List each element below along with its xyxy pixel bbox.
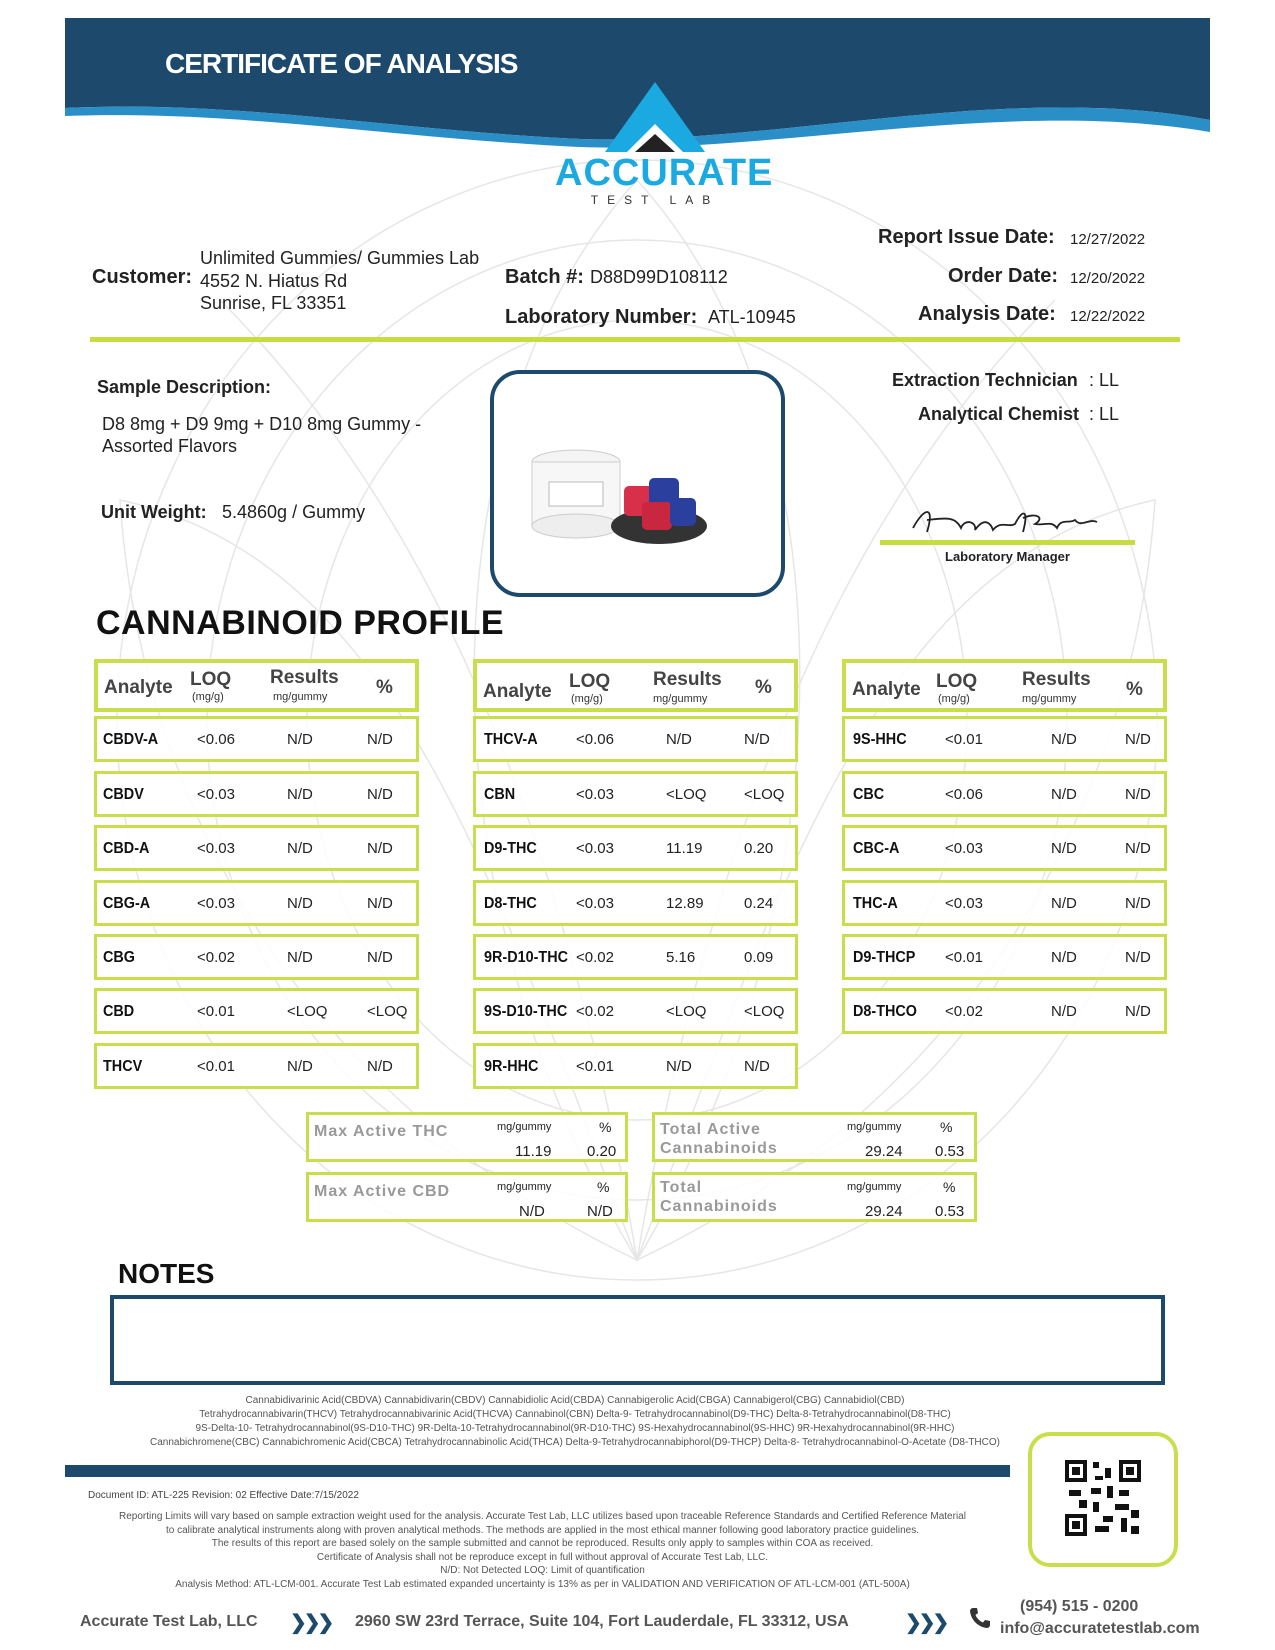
unit-pct: % <box>943 1179 956 1195</box>
total-active-pct: 0.53 <box>935 1143 965 1160</box>
analyte-name: 9S-D10-THC <box>484 1003 568 1020</box>
result-mg: N/D <box>287 731 313 748</box>
table-header-3 <box>842 659 1167 712</box>
document-title: CERTIFICATE OF ANALYSIS <box>165 48 518 79</box>
result-pct: N/D <box>1125 840 1151 857</box>
result-pct: N/D <box>744 1058 770 1075</box>
result-pct: N/D <box>1125 1003 1151 1020</box>
header-loq-unit: (mg/g) <box>938 693 970 705</box>
table-row <box>842 880 1167 926</box>
header-loq: LOQ <box>936 671 978 692</box>
unit-pct: % <box>940 1119 953 1135</box>
total-active-label-1: Total Active <box>660 1121 761 1138</box>
divider <box>90 337 1180 342</box>
signature <box>905 498 1105 543</box>
unit-mg: mg/gummy <box>497 1121 552 1133</box>
notes-box <box>110 1295 1165 1385</box>
footer-bar <box>65 1465 1010 1477</box>
disclaimer <box>70 1510 1015 1591</box>
header-loq: LOQ <box>569 671 611 692</box>
max-active-cbd-box <box>306 1172 628 1222</box>
abbreviation-legend <box>70 1394 1080 1450</box>
result-mg: <LOQ <box>666 1003 707 1020</box>
disclaimer-line: Certificate of Analysis shall not be reproduce except in full without approval of Accurate Test Lab, LLC. <box>316 1551 769 1563</box>
analyte-name: CBG <box>103 949 136 966</box>
analyte-name: CBDV-A <box>103 731 159 748</box>
analyte-name: THCV-A <box>484 731 538 748</box>
header-results: Results <box>270 667 339 688</box>
result-mg: N/D <box>287 786 313 803</box>
loq-value: <0.03 <box>197 786 235 803</box>
result-mg: N/D <box>1051 1003 1077 1020</box>
footer-company: Accurate Test Lab, LLC <box>80 1613 258 1630</box>
header-results-unit: mg/gummy <box>653 693 708 705</box>
result-mg: N/D <box>666 1058 692 1075</box>
table-row <box>473 825 798 871</box>
result-pct: N/D <box>367 1058 393 1075</box>
analyte-name: CBC-A <box>853 840 900 857</box>
disclaimer-line: N/D: Not Detected LOQ: Limit of quantification <box>440 1565 645 1576</box>
loq-value: <0.03 <box>576 786 614 803</box>
result-mg: N/D <box>1051 949 1077 966</box>
analyte-name: D9-THC <box>484 840 537 857</box>
sample-description-line2: Assorted Flavors <box>102 436 238 456</box>
customer-label: Customer: <box>92 266 193 288</box>
result-pct: N/D <box>367 840 393 857</box>
max-active-thc-mg: 11.19 <box>515 1143 552 1160</box>
header-pct: % <box>376 677 393 698</box>
result-mg: N/D <box>1051 895 1077 912</box>
footer-email[interactable]: info@accuratetestlab.com <box>1000 1620 1200 1637</box>
result-pct: N/D <box>744 731 770 748</box>
analyte-name: 9R-D10-THC <box>484 949 569 966</box>
analytical-chemist: : LL <box>1089 404 1120 424</box>
header-loq-unit: (mg/g) <box>192 691 224 703</box>
loq-value: <0.02 <box>576 1003 614 1020</box>
table-row <box>473 771 798 817</box>
total-label-2: Cannabinoids <box>660 1198 778 1215</box>
table-row <box>842 716 1167 762</box>
table-row <box>842 771 1167 817</box>
total-active-cannabinoids-box <box>652 1112 977 1162</box>
header-loq-unit: (mg/g) <box>571 693 603 705</box>
result-mg: 12.89 <box>666 895 704 912</box>
loq-value: <0.01 <box>945 731 983 748</box>
analysis-date: 12/22/2022 <box>1070 308 1146 325</box>
loq-value: <0.06 <box>945 786 983 803</box>
unit-weight-label: Unit Weight: <box>101 502 207 522</box>
table-row <box>473 716 798 762</box>
loq-value: <0.06 <box>576 731 614 748</box>
legend-line: 9S-Delta-10- Tetrahydrocannabinol(9S-D10-THC) 9R-Delta-10-Tetrahydrocannabinol(9R-D10-THC) 9S-Hexahydrocannabinol(9S-HHC) 9R-Hexahydrocannabinol(9R-HHC) <box>195 1423 955 1434</box>
analyte-name: CBN <box>484 786 516 803</box>
extraction-technician-label: Extraction Technician <box>892 370 1078 390</box>
issue-date: 12/27/2022 <box>1070 231 1146 248</box>
result-pct: <LOQ <box>744 1003 785 1020</box>
analyte-name: D8-THCO <box>853 1003 917 1020</box>
header-results-unit: mg/gummy <box>1022 693 1077 705</box>
loq-value: <0.02 <box>576 949 614 966</box>
legend-line: Tetrahydrocannabivarin(THCV) Tetrahydrocannabivarinic Acid(THCVA) Cannabinol(CBN) Delta-9- Tetrahydrocannabinol(D9-THC) Delta-8-Tetrahydrocannabinol(D8-THC) <box>199 1409 951 1420</box>
manager-title: Laboratory Manager <box>945 549 1070 564</box>
result-mg: N/D <box>287 840 313 857</box>
analyte-name: CBG-A <box>103 895 151 912</box>
result-pct: <LOQ <box>367 1003 408 1020</box>
result-mg: N/D <box>1051 731 1077 748</box>
result-mg: N/D <box>1051 786 1077 803</box>
footer-address: 2960 SW 23rd Terrace, Suite 104, Fort Lauderdale, FL 33312, USA <box>355 1613 849 1630</box>
result-mg: <LOQ <box>287 1003 328 1020</box>
header-pct: % <box>1126 679 1143 700</box>
total-active-mg: 29.24 <box>865 1143 903 1160</box>
max-active-cbd-mg: N/D <box>519 1203 545 1220</box>
customer-city: Sunrise, FL 33351 <box>200 293 347 313</box>
result-pct: N/D <box>367 786 393 803</box>
header-pct: % <box>755 677 772 698</box>
loq-value: <0.01 <box>197 1003 235 1020</box>
sample-photo-frame <box>490 370 785 597</box>
analyte-name: THCV <box>103 1058 143 1075</box>
table-row <box>473 880 798 926</box>
analyte-name: CBC <box>853 786 885 803</box>
total-mg: 29.24 <box>865 1203 903 1220</box>
customer-address: 4552 N. Hiatus Rd <box>200 271 348 291</box>
order-date: 12/20/2022 <box>1070 270 1146 287</box>
analytical-chemist-label: Analytical Chemist <box>918 404 1080 424</box>
result-mg: <LOQ <box>666 786 707 803</box>
analyte-name: CBD <box>103 1003 135 1020</box>
max-active-cbd-label: Max Active CBD <box>314 1183 451 1200</box>
signature-line <box>880 540 1135 545</box>
table-row <box>842 825 1167 871</box>
extraction-technician: : LL <box>1089 370 1120 390</box>
table-row <box>473 934 798 980</box>
result-pct: N/D <box>367 895 393 912</box>
header-results-unit: mg/gummy <box>273 691 328 703</box>
header-analyte: Analyte <box>483 681 552 702</box>
table-row <box>94 934 419 980</box>
result-mg: N/D <box>666 731 692 748</box>
footer-phone[interactable]: (954) 515 - 0200 <box>1020 1598 1139 1615</box>
notes-title: NOTES <box>118 1258 215 1289</box>
max-active-cbd-pct: N/D <box>587 1203 613 1220</box>
logo-wordmark: ACCURATE <box>555 152 774 194</box>
header-analyte: Analyte <box>104 677 173 698</box>
lab-number-label: Laboratory Number: <box>505 306 698 328</box>
unit-pct: % <box>599 1119 612 1135</box>
legend-line: Cannabidivarinic Acid(CBDVA) Cannabidivarin(CBDV) Cannabidiolic Acid(CBDA) Cannabigerolic Acid(CBGA) Cannabigerol(CBG) Cannabidiol(CBD) <box>245 1395 905 1406</box>
result-pct: 0.20 <box>744 840 774 857</box>
qr-code-frame[interactable] <box>1028 1432 1178 1567</box>
order-date-label: Order Date: <box>948 265 1059 287</box>
result-mg: 11.19 <box>666 840 703 857</box>
analyte-name: CBDV <box>103 786 144 803</box>
total-cannabinoids-box <box>652 1172 977 1222</box>
disclaimer-line: to calibrate analytical instruments along with proven analytical methods. The methods are applied in the most ethical manner following good laboratory practice guidelines. <box>165 1524 919 1536</box>
batch-label: Batch #: <box>505 266 584 288</box>
sample-photo <box>494 374 781 593</box>
loq-value: <0.01 <box>945 949 983 966</box>
total-pct: 0.53 <box>935 1203 965 1220</box>
unit-mg: mg/gummy <box>847 1181 902 1193</box>
table-header-2 <box>473 659 798 712</box>
disclaimer-line: Analysis Method: ATL-LCM-001. Accurate Test Lab estimated expanded uncertainty is 13% as per in VALIDATION AND VERIFICATION OF ATL-LCM-001 (ATL-500A) <box>175 1578 910 1590</box>
loq-value: <0.03 <box>576 840 614 857</box>
loq-value: <0.02 <box>945 1003 983 1020</box>
analysis-date-label: Analysis Date: <box>918 303 1056 325</box>
header-results: Results <box>653 669 722 690</box>
unit-pct: % <box>597 1179 610 1195</box>
loq-value: <0.06 <box>197 731 235 748</box>
total-label-1: Total <box>660 1179 703 1196</box>
table-row <box>94 716 419 762</box>
unit-weight: 5.4860g / Gummy <box>222 502 366 522</box>
total-active-label-2: Cannabinoids <box>660 1140 778 1157</box>
loq-value: <0.01 <box>576 1058 614 1075</box>
logo-subtitle: TEST LAB <box>590 193 720 207</box>
legend-line: Cannabichromene(CBC) Cannabichromenic Acid(CBCA) Tetrahydrocannabinolic Acid(THCA) Delta-9-Tetrahydrocannabiphorol(D9-THCP) Delta-8- Tetrahydrocannabinol-O-Acetate (D8-THCO) <box>150 1437 1000 1448</box>
result-pct: N/D <box>1125 786 1151 803</box>
result-pct: N/D <box>367 949 393 966</box>
loq-value: <0.03 <box>197 895 235 912</box>
max-active-thc-pct: 0.20 <box>587 1143 617 1160</box>
result-pct: <LOQ <box>744 786 785 803</box>
table-row <box>94 880 419 926</box>
analyte-name: THC-A <box>853 895 898 912</box>
header-analyte: Analyte <box>852 679 921 700</box>
table-row <box>473 988 798 1034</box>
qr-code-icon[interactable] <box>1065 1460 1141 1536</box>
loq-value: <0.03 <box>576 895 614 912</box>
disclaimer-line: Reporting Limits will vary based on sample extraction weight used for the analysis. Accurate Test Lab, LLC utilizes based upon traceable Reference Standards and Certified Reference Material <box>119 1511 966 1522</box>
table-row <box>473 1043 798 1089</box>
result-mg: N/D <box>287 895 313 912</box>
phone-icon <box>968 1606 992 1630</box>
chevrons-right-icon: ❯❯❯ <box>905 1612 947 1634</box>
table-row <box>842 934 1167 980</box>
result-pct: N/D <box>1125 731 1151 748</box>
loq-value: <0.03 <box>197 840 235 857</box>
result-mg: N/D <box>287 1058 313 1075</box>
analyte-name: CBD-A <box>103 840 150 857</box>
result-pct: N/D <box>1125 949 1151 966</box>
chevrons-right-icon: ❯❯❯ <box>290 1612 332 1634</box>
result-pct: N/D <box>367 731 393 748</box>
unit-mg: mg/gummy <box>497 1181 552 1193</box>
header-loq: LOQ <box>190 669 232 690</box>
result-mg: N/D <box>1051 840 1077 857</box>
batch-number: D88D99D108112 <box>590 267 728 287</box>
result-mg: N/D <box>287 949 313 966</box>
analyte-name: 9S-HHC <box>853 731 907 748</box>
analyte-name: 9R-HHC <box>484 1058 539 1075</box>
document-info: Document ID: ATL-225 Revision: 02 Effective Date:7/15/2022 <box>88 1490 359 1501</box>
unit-mg: mg/gummy <box>847 1121 902 1133</box>
sample-description-label: Sample Description: <box>97 377 272 397</box>
lab-number: ATL-10945 <box>708 307 796 327</box>
issue-date-label: Report Issue Date: <box>878 226 1055 248</box>
sample-description-line1: D8 8mg + D9 9mg + D10 8mg Gummy - <box>102 414 422 434</box>
max-active-thc-box <box>306 1112 628 1162</box>
loq-value: <0.01 <box>197 1058 235 1075</box>
result-mg: 5.16 <box>666 949 696 966</box>
table-row <box>94 988 419 1034</box>
cannabinoid-profile-title: CANNABINOID PROFILE <box>96 604 505 642</box>
header-results: Results <box>1022 669 1091 690</box>
max-active-thc-label: Max Active THC <box>314 1123 449 1140</box>
table-row <box>94 771 419 817</box>
loq-value: <0.03 <box>945 840 983 857</box>
table-row <box>94 1043 419 1089</box>
result-pct: 0.24 <box>744 895 774 912</box>
analyte-name: D8-THC <box>484 895 537 912</box>
disclaimer-line: The results of this report are based solely on the sample submitted and cannot be reproduced. Results only apply to samples within COA as received. <box>211 1538 874 1549</box>
table-row <box>842 988 1167 1034</box>
result-pct: N/D <box>1125 895 1151 912</box>
customer-name: Unlimited Gummies/ Gummies Lab <box>200 248 480 268</box>
table-header-1 <box>94 659 419 712</box>
loq-value: <0.03 <box>945 895 983 912</box>
result-pct: 0.09 <box>744 949 774 966</box>
loq-value: <0.02 <box>197 949 235 966</box>
analyte-name: D9-THCP <box>853 949 916 966</box>
table-row <box>94 825 419 871</box>
